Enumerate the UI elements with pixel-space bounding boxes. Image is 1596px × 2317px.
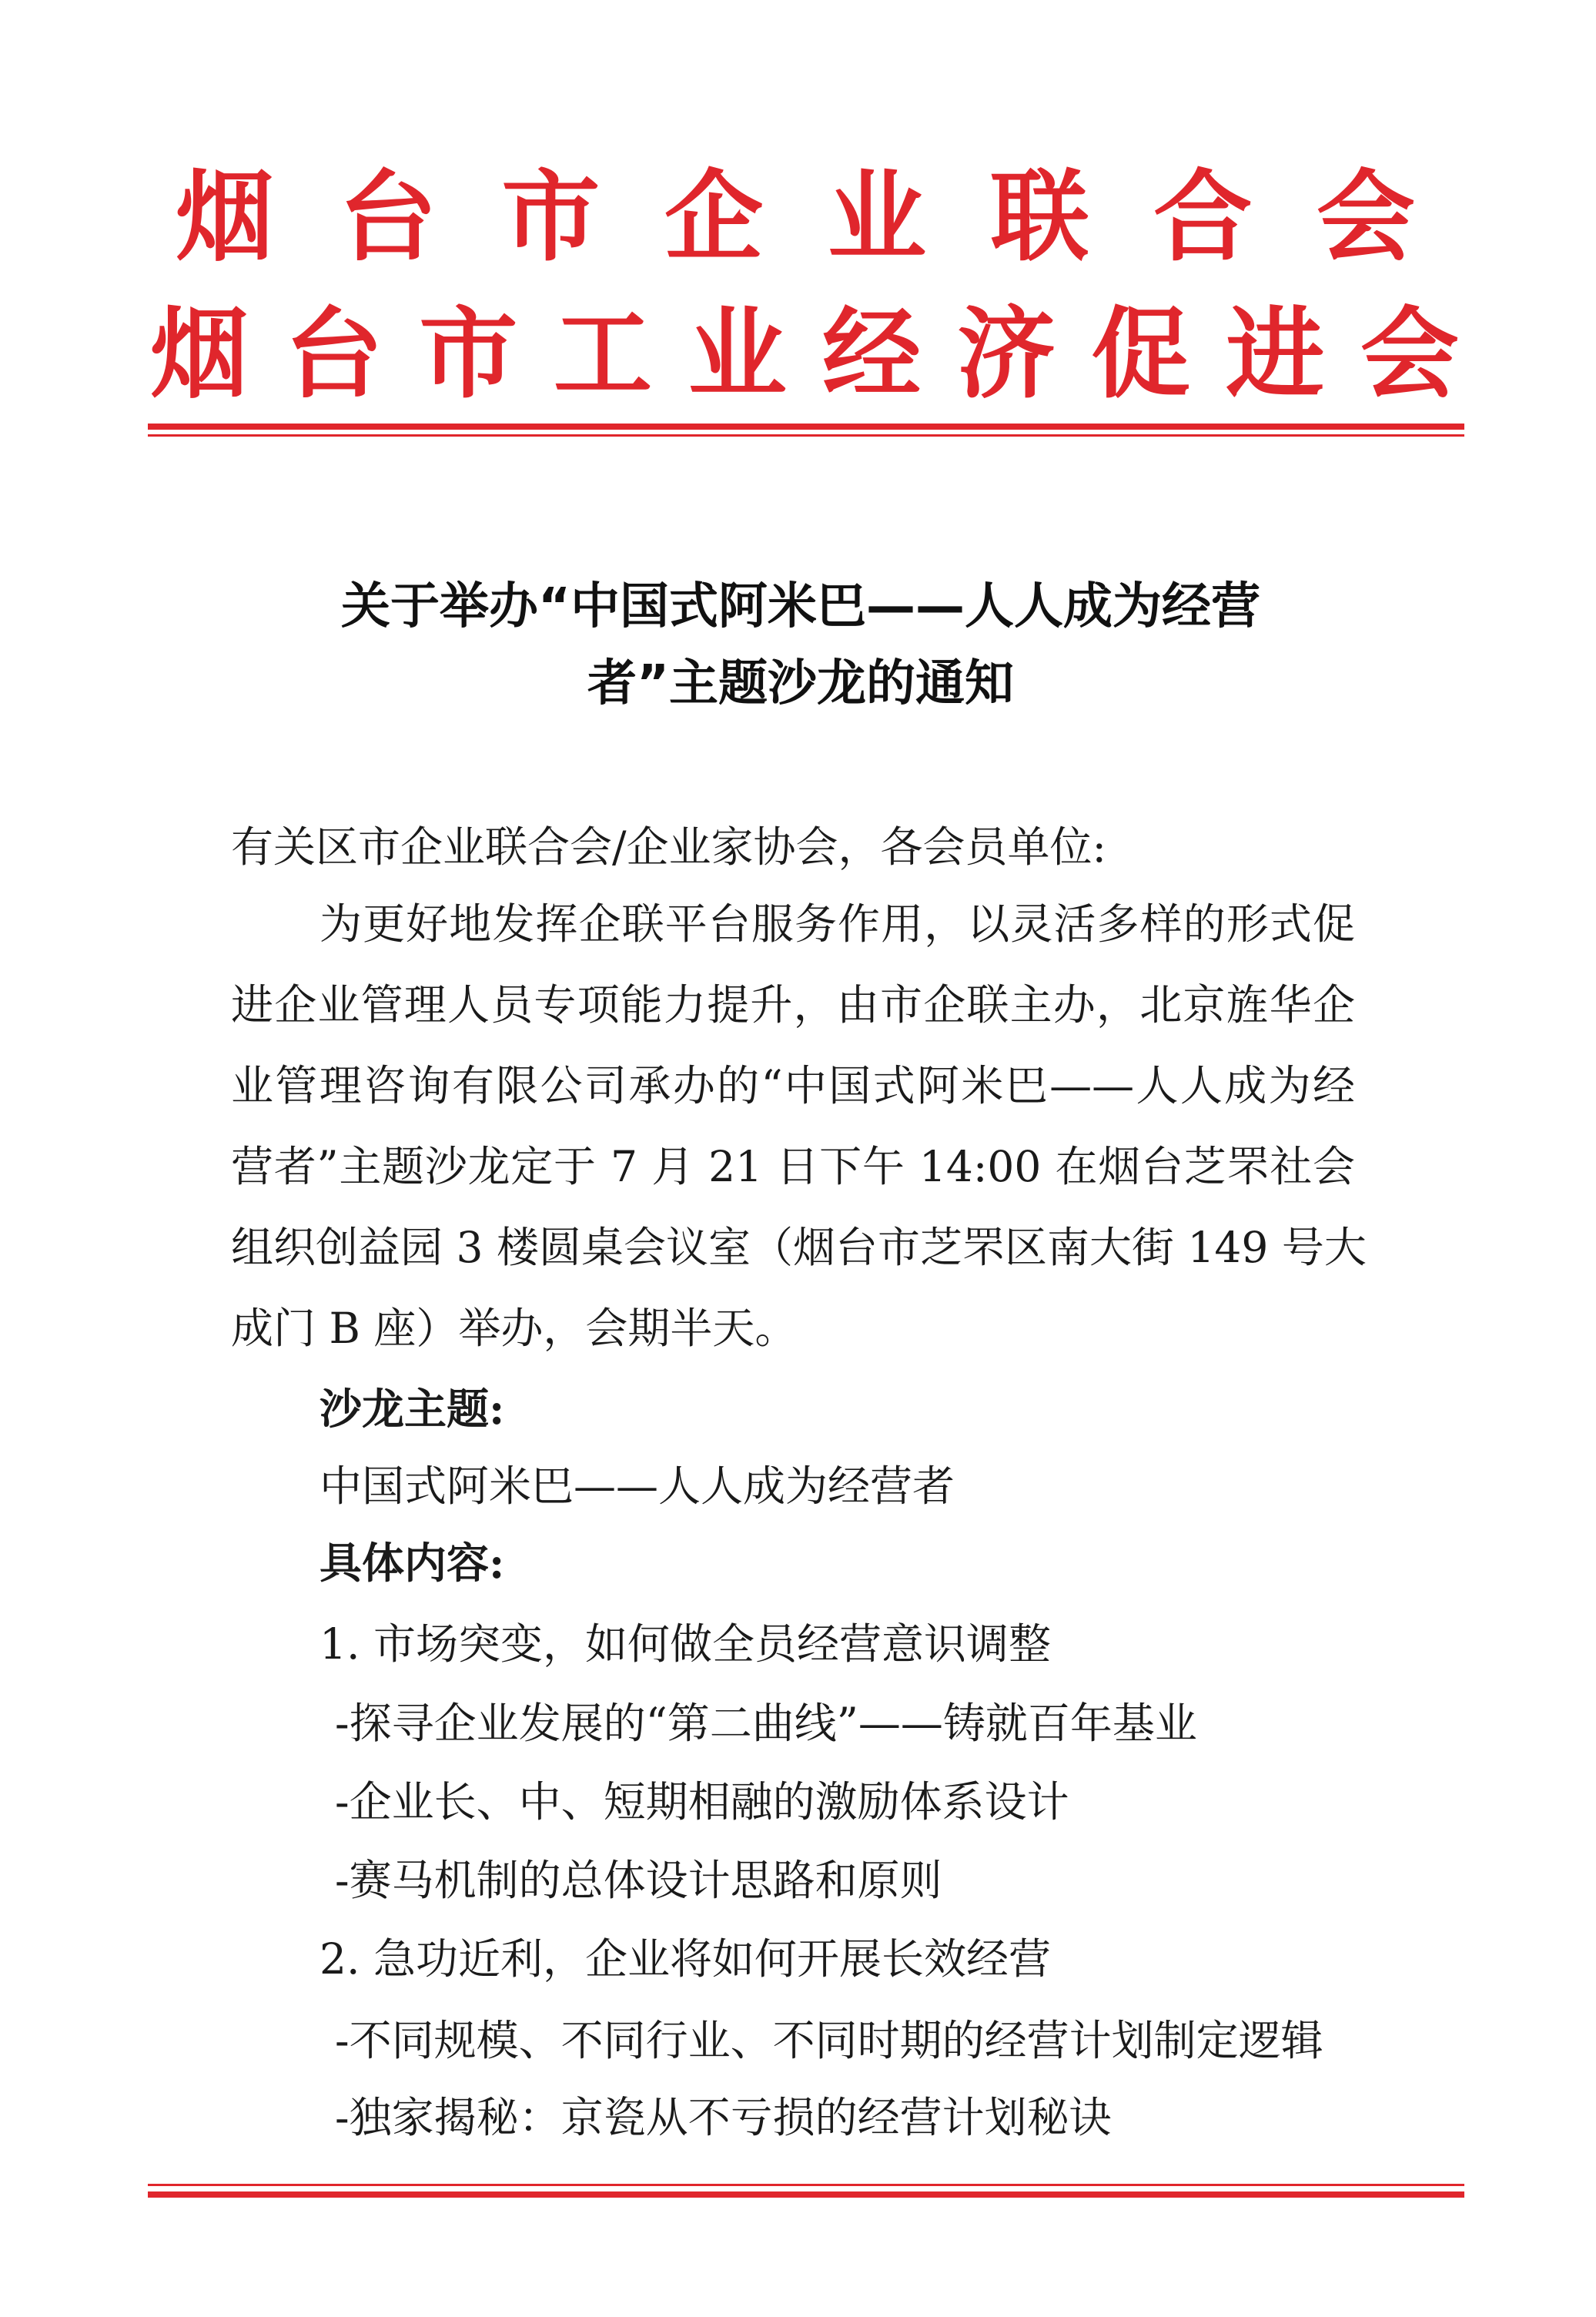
theme-heading: 沙龙主题:	[320, 1384, 505, 1434]
footer-rule-thick	[148, 2191, 1464, 2198]
org1-char: 台	[338, 160, 437, 275]
org2-char: 烟	[150, 297, 249, 412]
content-subitem: -探寻企业发展的“第二曲线”——铸就百年基业	[335, 1699, 1197, 1748]
header-rule-thick	[148, 424, 1464, 430]
body-paragraph-line: 进企业管理人员专项能力提升，由市企联主办，北京旌华企	[231, 980, 1355, 1030]
org1-char: 合	[1153, 160, 1253, 275]
letterhead-org-1	[176, 160, 1415, 276]
org2-char: 工	[553, 297, 652, 412]
notice-title-line-2: 者”主题沙龙的通知	[587, 655, 1015, 712]
org2-char: 进	[1226, 297, 1325, 412]
content-item: 1. 市场突变，如何做全员经营意识调整	[320, 1619, 1051, 1669]
org1-char: 业	[827, 160, 926, 275]
header-rule-thin	[148, 434, 1464, 437]
footer-rule-thin	[148, 2184, 1464, 2186]
content-heading: 具体内容:	[320, 1538, 505, 1588]
theme-text: 中国式阿米巴——人人成为经营者	[320, 1462, 955, 1511]
org1-char: 市	[501, 160, 601, 275]
org2-char: 业	[688, 297, 787, 412]
content-subitem: -赛马机制的总体设计思路和原则	[335, 1856, 942, 1905]
content-subitem: -企业长、中、短期相融的激励体系设计	[335, 1777, 1069, 1826]
salutation: 有关区市企业联合会/企业家协会，各会员单位:	[231, 822, 1107, 872]
body-paragraph-line: 成门 B 座）举办，会期半天。	[231, 1304, 798, 1353]
org2-char: 市	[419, 297, 518, 412]
body-paragraph-line: 营者”主题沙龙定于 7 月 21 日下午 14:00 在烟台芝罘社会	[231, 1142, 1355, 1191]
org2-char: 台	[284, 297, 383, 412]
org2-char: 会	[1360, 297, 1459, 412]
notice-title-line-1: 关于举办“中国式阿米巴——人人成为经营	[340, 578, 1261, 635]
body-paragraph-line: 为更好地发挥企联平台服务作用，以灵活多样的形式促	[320, 899, 1355, 949]
content-subitem: -独家揭秘：京瓷从不亏损的经营计划秘诀	[335, 2093, 1112, 2142]
org1-char: 会	[1316, 160, 1415, 275]
letterhead-org-2	[150, 297, 1459, 413]
org2-char: 经	[822, 297, 922, 412]
body-paragraph-line: 业管理咨询有限公司承办的“中国式阿米巴——人人成为经	[231, 1061, 1355, 1110]
org1-char: 烟	[176, 160, 275, 275]
body-paragraph-line: 组织创益园 3 楼圆桌会议室（烟台市芝罘区南大街 149 号大	[231, 1223, 1367, 1272]
content-subitem: -不同规模、不同行业、不同时期的经营计划制定逻辑	[335, 2016, 1323, 2065]
org2-char: 促	[1091, 297, 1190, 412]
org1-char: 企	[664, 160, 764, 275]
org1-char: 联	[990, 160, 1089, 275]
org2-char: 济	[956, 297, 1056, 412]
content-item: 2. 急功近利，企业将如何开展长效经营	[320, 1934, 1051, 1984]
